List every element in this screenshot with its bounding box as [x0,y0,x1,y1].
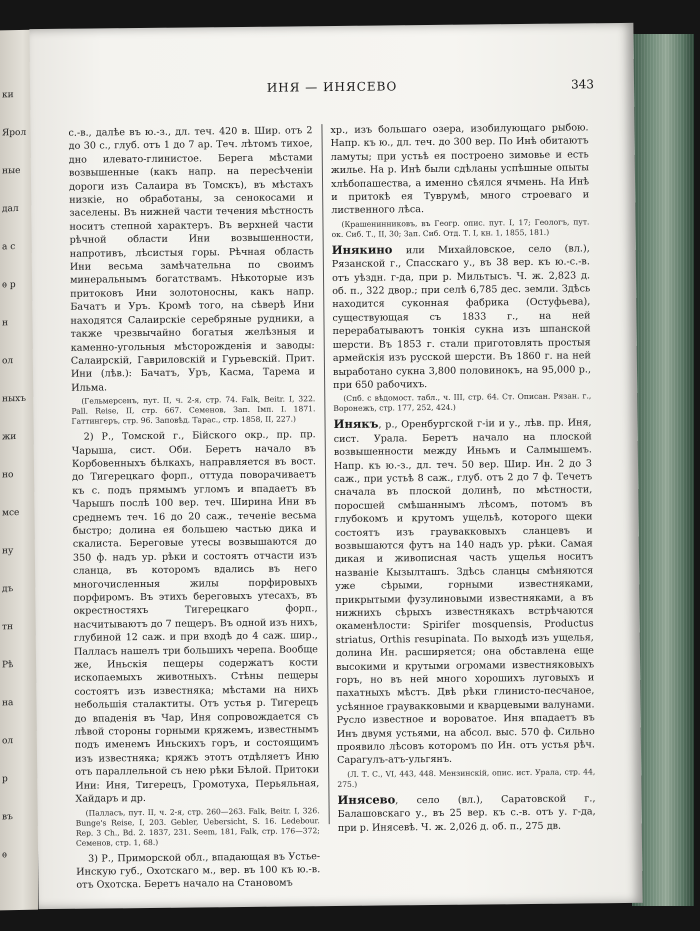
source-citation: (Л. Т. С., VI, 443, 448. Мензинскій, опис. ист. Урала, стр. 44, 275.) [337,767,596,789]
body-paragraph: 2) Р., Томской г., Бійского окр., пр. пр. Чарыша, сист. Оби. Беретъ начало въ Корбовенныхъ бѣлкахъ, направляется въ вост. до Тигерецкаго форп., оттуда поворачиваетъ къ с. подъ прямымъ угломъ и впадаетъ въ Чарышъ послѣ 100 вер. теч. Ширина Ини въ среднемъ теч. 16 до 20 саж., теченіе весьма быстро; долина ея большею частью дика и скалиста. Береговые утесы возвышаются до 350 ф. надъ ур. рѣки и состоятъ отчасти изъ сланца, въ которомъ вдались въ него многочисленныя жилы порфировыхъ порфиромъ. Въ этихъ береговыхъ утесахъ, въ окрестностяхъ Тигерецкаго форп., насчитываютъ до 7 пещеръ. Въ одной изъ нихъ, глубиной 12 саж. и при входѣ до 4 саж. шир., Палласъ нашелъ три большихъ черепа. Вообще же, Иньскія пещеры содержатъ кости ископаемыхъ животныхъ. Стѣны пещеры состоятъ изъ известняка; мѣстами на нихъ небольшія сталактиты. Отъ устья р. Тигерецъ до впаденія въ Чар, Иня сопровождается съ лѣвой стороны горными кряжемъ, известнымъ подъ именемъ Иньскихъ горъ, и состоящимъ изъ известняка; кряжъ этотъ отдѣляетъ Иню отъ параллельной съ нею рѣки Бѣлой. Притоки Ини: Иня, Тигерецъ, Громотуха, Перьяльная, Хайдаръ и др. [71,429,320,805]
previous-page-text-fragment: мсе [2,507,20,519]
right-column [330,121,595,835]
page-number: 343 [571,77,595,92]
source-citation: (Крашенинниковъ, въ Геогр. опис. пут. I, 17; Геологъ, пут. ок. Сиб. Т., II, 30; Зап. Сиб. Отд. Т. I, кн. 1, 1855, 181.) [331,217,590,239]
previous-page-text-fragment: н [2,318,8,329]
entry-paragraph [334,416,596,768]
book-page [29,23,642,909]
entry-text: , р., Оренбургской г-іи и у., лѣв. пр. Иня, сист. Урала. Беретъ начало на плоской возвышенности между Иньмъ и Салмышемъ. Напр. къ ю.-з., дл. теч. 50 вер. Шир. Ин. 2 до 3 саж., при устьѣ 8 саж., глуб. отъ 2 до 7 ф. Течетъ сначала въ плоской долинѣ, по мѣстности, поросшей смѣшаннымъ лѣсомъ, потомъ въ глубокомъ и крутомъ ущельѣ, которого щеки состоятъ изъ граувакковыхъ сланцевъ и возвышаются футъ на 140 надъ ур. рѣки. Самая дикая и живописная часть ущелья носитъ названіе Кызылташъ. Здѣсь сланцы смѣняются уже сѣрыми, горными известняками, прикрытыми фузулиновыми известняками, а въ нижнихъ сѣрыхъ известнякахъ встрѣчаются окаменѣлости: Spirifer mosquensis, Productus striatus, Orthis resupinata. По выходѣ изъ ущелья, долина Ин. расширяется; она обставлена еще высокими и крутыми огромами известняковыхъ горъ, но въ ней много хорошихъ луговыхъ и пахатныхъ мѣстъ. Двѣ рѣки глинисто-песчаное, усѣянное граувакковыми и кварцевыми валунами. Русло известное и вороватое. Иня впадаетъ въ Инъ двумя устьями, на абсол. выс. 570 ф. Сильно проявило лѣсовъ которомъ по Ин. отъ устья рѣч. Сарагулъ-атъ-ульгянъ. [333,417,595,767]
running-header [70,77,594,100]
previous-page-text-fragment: въ [2,812,13,823]
body-paragraph: 3) Р., Приморской обл., впадающая въ Устье-Инскую губ., Охотскаго м., вер. въ 100 къ ю.-в. отъ Охотска. Беретъ начало на Становомъ [76,850,321,892]
previous-page-text-fragment: жи [2,432,17,443]
body-paragraph: с.-в., далѣе въ ю.-з., дл. теч. 420 в. Шир. отъ 2 до 30 с., глуб. отъ 1 до 7 ар. Теч. лѣтомъ тихое, дно илевато-глинистое. Берега мѣстами возвышенные (какъ напр. на пересѣченіи дороги изъ Салаира въ Томскъ), въ мѣстахъ низкіе, но обработаны, за сенокосами и заселены. Въ нижней части течения мѣстность носитъ степной характеръ. Въ верхней части рѣчной области Ини возвышенности, напротивъ, лѣсистыя горы. Рѣчная область Ини весьма замѣчательна по своимъ минеральнымъ богатствамъ. Нѣкоторые изъ притоковъ Ини золотоносны, какъ напр. Бачатъ и Уръ. Кромѣ того, на сѣверѣ Ини находятся Салаирскіе серебряные рудники, а также чрезвычайно богатыя желѣзныя и каменно-угольныя мѣсторожденія и заводы: Салаирскій, Гавриловскій и Гурьевскій. Прит. Ини (лѣв.): Бачатъ, Уръ, Касма, Тарема и Ильма. [68,125,316,394]
previous-page-text-fragment: Ярол [2,127,27,139]
previous-page-text-fragment: дъ [2,584,14,595]
previous-page-text-fragment: а с [2,242,16,253]
previous-page-text-fragment: ол [2,356,14,367]
left-column [68,124,320,892]
entry-paragraph [337,791,595,835]
book-binding [632,34,694,906]
previous-page-text-fragment: тн [2,622,13,633]
entry-text: , село (вл.), Саратовской г., Балашовскаго у., въ 25 вер. къ с.-в. отъ у. г-да, при р. Инясевѣ. Ч. ж. 2,026 д. об. п., 275 дв. [337,793,596,834]
column-divider [321,124,329,824]
previous-page-text-fragment: ные [2,165,21,177]
previous-page-text-fragment: Рѣ [2,660,14,671]
source-citation: (Спб. с вѣдомост. табл., ч. III, стр. 64. Ст. Описан. Рязан. г., Воронежъ, стр. 177, 252, 424.) [333,391,592,414]
previous-page-text-fragment: на [2,698,14,709]
previous-page-text-fragment: ѳ р [2,280,16,291]
previous-page-text-fragment: дал [2,204,19,215]
entry-paragraph [332,241,592,392]
previous-page-text-fragment: ѳ [2,850,7,861]
entry-headword: Инякъ [333,416,379,432]
previous-page-text-fragment: р [2,774,8,785]
previous-page-text-fragment: ныхъ [2,393,26,405]
entry-text: или Михайловское, село (вл.), Рязанской г., Спасскаго у., въ 38 вер. къ ю.-с.-в. отъ уѣздн. г-да, при р. Мильтысъ. Ч. ж. 2,823 д. об. п., 322 двор.; при селѣ 6,785 дес. земли. Здѣсь находится суконная фабрика (Остуфьева), существующая съ 1833 г., на ней перерабатываютъ тонкія сукна изъ шпанской шерсти. Въ 1853 г. стали приготовлять простыя армейскія изъ русской шерсти. Въ 1860 г. на ней выработано сукна 3,800 половинокъ, на 95,000 р., при 650 рабочихъ. [331,243,592,391]
previous-page-text-fragment: ки [2,90,14,101]
running-title: ИНЯ — ИНЯСЕВО [266,79,398,95]
entry-headword: Инясево [337,792,396,807]
previous-page-text-fragment: ну [2,546,14,557]
body-paragraph: хр., изъ большаго озера, изобилующаго рыбою. Напр. къ ю., дл. теч. до 300 вер. По Инѣ обитаютъ ламуты; при устьѣ ея построено зимовье и есть жилье. На р. Инѣ были сдѣланы успѣшные опыты хлѣбопашества, а именно сѣялся ячмень. На Инѣ и притокѣ ея Туврумѣ, много строеваго и лиственного лѣса. [330,122,590,217]
source-citation: (Палласъ, пут. II, ч. 2-я, стр. 260—263. Falk, Beitr. I, 326. Bunge's Reise, I, 203. Gebler, Uebersicht, S. 16. Ledebour. Rep. 3 Ch., Bd. 2. 1837, 231. Seem, 181, Falk, стр. 176—372; Семенов, стр. 1, 68.) [75,805,320,848]
previous-page-text-fragment: ол [2,736,14,747]
previous-page-text-fragment: но [2,470,14,481]
entry-headword: Инякино [331,242,393,257]
source-citation: (Гельмерсенъ, пут. II, ч. 2-я, стр. 74. Falk, Beitr. I, 322. Pall. Reise, II, стр. 667. Семенов, Зап. Імп. І. 1871. Гаттингеръ, стр. 96. Заповѣд. Тарас., стр. 1858, II, 227.) [71,394,316,426]
